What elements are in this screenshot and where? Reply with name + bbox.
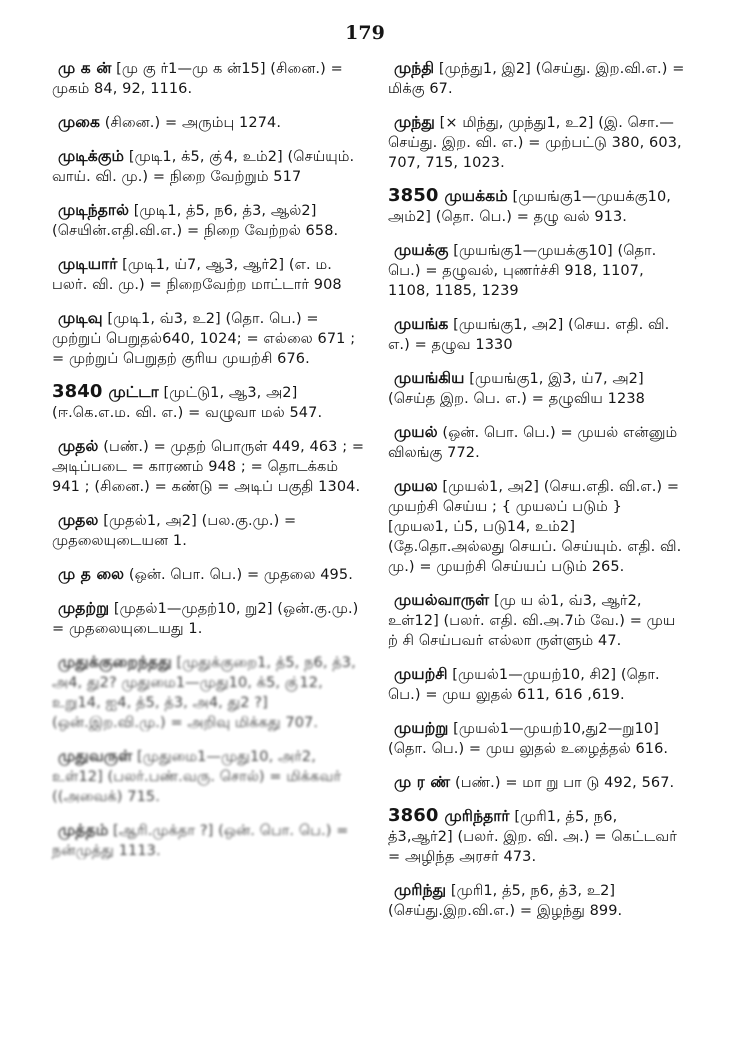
entry-headword: முந்தி (394, 59, 435, 77)
entry-definition: [முயங்கு1, அ2] (செய. எதி. வி. எ.) = தழுவ 1330 (388, 317, 670, 353)
dictionary-entry (388, 422, 686, 463)
entry-headword: முடிந்தால் (58, 201, 130, 219)
entry-headword: மு ர ண் (394, 773, 451, 791)
entry-definition: [முரி1, த்5, ந6, த்3, உ2] (செய்து.இற.வி.எ.) = இழந்து 899. (388, 883, 623, 919)
dictionary-entry (52, 254, 370, 295)
entry-headword: முயற்று (394, 719, 449, 737)
entry-headword: முயங்கிய (394, 369, 465, 387)
entry-definition: [மு ய ல்1, வ்3, ஆர்2, உள்12] (பலர். எதி. வி.அ.7ம் வே.) = முய ற் சி செய்பவர் எல்லா ருள்ளும் 47. (388, 593, 676, 649)
entry-definition: (ஒன். பொ. பெ.) = முயல் என்னும் விலங்கு 772. (388, 425, 678, 461)
entry-definition: [முயல்1—முயற்10, சி2] (தொ. பெ.) = முய லுதல் 611, 616 ,619. (388, 667, 660, 703)
dictionary-entry (388, 186, 686, 227)
entry-definition: [முயல்1, அ2] (செய.எதி. வி.எ.) = முயற்சி செய்ய ; { முயலப் படும் } [முயல1, ப்5, படு14, உம்2] (தே.தொ.அல்லது செயப். செய்யும். எதி. வி. மு.) = முயற்சி செய்யப் படும் 265. (388, 479, 682, 575)
entry-definition: [× மிந்து, முந்து1, உ2] (இ. சொ.—செய்து. இற. வி. எ.) = முற்பட்டு 380, 603, 707, 715, 1023. (388, 115, 682, 171)
dictionary-entry (388, 240, 686, 301)
entry-definition: [ஆரி.முக்தா ?] (ஒன். பொ. பெ.) = நன்முத்து 1113. (52, 823, 349, 859)
entry-headword: முடிக்கும் (58, 147, 125, 165)
entry-headword: முயற்சி (394, 665, 448, 683)
entry-headword: முயல்வாருள் (394, 591, 490, 609)
entry-headword: முடியார் (58, 255, 118, 273)
entry-definition: [முட்டு1, ஆ3, அ2] (ஈ.கெ.எ.ம. வி. எ.) = வழுவா மல் 547. (52, 385, 323, 421)
entry-definition: [முடி1, க்5, கு்4, உம்2] (செய்யும். வாய். வி. மு.) = நிறை வேற்றும் 517 (52, 149, 355, 185)
entry-headword: முகை (58, 113, 100, 131)
dictionary-entry (52, 200, 370, 241)
dictionary-entry (388, 772, 686, 793)
entry-headword: முதல் (58, 437, 99, 455)
dictionary-entry (388, 314, 686, 355)
entry-definition: [முதுக்குறை1, த்5, ந6, த்3, அ4, து2? முதுமை1—முது10, க்5, கு்12, உறு14, ஐ4, த்5, த்3, அ4, து2 ?] (ஒன்.இற.வி.மு.) = அறிவு மிக்கது 707. (52, 655, 356, 731)
dictionary-entry (52, 652, 370, 733)
dictionary-entry (52, 146, 370, 187)
dictionary-entry (388, 476, 686, 577)
entry-definition: (சினை.) = அரும்பு 1274. (100, 115, 282, 131)
entry-headword: முயல் (394, 423, 438, 441)
entry-headword: முந்து (394, 113, 435, 131)
entry-definition: [முடி1, ய்7, ஆ3, ஆர்2] (எ. ம. பலர். வி. மு.) = நிறைவேற்ற மாட்டார் 908 (52, 257, 342, 293)
entry-headword: மு க ன் (58, 59, 112, 77)
dictionary-entry (388, 58, 686, 99)
entry-definition: [மு கு ர்1—மு க ன்15] (சினை.) = முகம் 84, 92, 1116. (52, 61, 343, 97)
page-number: 179 (345, 22, 385, 44)
dictionary-entry (388, 368, 686, 409)
entry-number: 3860 (388, 805, 439, 826)
entry-headword: முரிந்தார் (444, 807, 510, 825)
entry-headword: முயக்கு (394, 241, 449, 259)
dictionary-entry (52, 58, 370, 99)
left-column (52, 58, 370, 874)
dictionary-entry (52, 564, 370, 585)
entry-headword: முதல (58, 511, 99, 529)
entry-headword: முயல (394, 477, 438, 495)
entry-number: 3850 (388, 185, 439, 206)
entry-definition: [முரி1, த்5, ந6, த்3,ஆர்2] (பலர். இற. வி. அ.) = கெட்டவர் = அழிந்த அரசர் 473. (388, 809, 677, 865)
entry-headword: முயக்கம் (444, 187, 508, 205)
dictionary-entry (52, 112, 370, 133)
dictionary-entry (52, 308, 370, 369)
dictionary-entry (388, 112, 686, 173)
entry-headword: முத்தம் (58, 821, 109, 839)
dictionary-entry (388, 590, 686, 651)
entry-headword: முரிந்து (394, 881, 447, 899)
dictionary-entry (52, 382, 370, 423)
entry-definition: [முயங்கு1—முயக்கு10] (தொ. பெ.) = தழுவல், புணர்ச்சி 918, 1107, 1108, 1185, 1239 (388, 243, 657, 299)
entry-number: 3840 (52, 381, 103, 402)
entry-definition: [முதல்1, அ2] (பல.கு.மு.) = முதலையுடையன 1. (52, 513, 297, 549)
entry-definition: [முதல்1—முதற்10, று2] (ஒன்.கு.மு.) = முதலையுடையது 1. (52, 601, 359, 637)
entry-definition: (ஒன். பொ. பெ.) = முதலை 495. (124, 567, 353, 583)
dictionary-entry (52, 436, 370, 497)
entry-headword: முடிவு (58, 309, 103, 327)
entry-definition: [முந்து1, இ2] (செய்து. இற.வி.எ.) = மிக்கு 67. (388, 61, 685, 97)
entry-definition: [முதுமை1—முது10, அர்2, உள்12] (பலர்.பண்.வரு. சொல்) = மிக்கவர் ((அவைக்) 715. (52, 749, 342, 805)
entry-definition: (பண்.) = மா று பா டு 492, 567. (450, 775, 675, 791)
entry-definition: [முடி1, வ்3, உ2] (தொ. பெ.) = முற்றுப் பெறுதல்640, 1024; = எல்லை 671 ; = முற்றுப் பெறுதற் குரிய முயற்சி 676. (52, 311, 356, 367)
entry-definition: [முயங்கு1, இ3, ய்7, அ2] (செய்த இற. பெ. எ.) = தழுவிய 1238 (388, 371, 645, 407)
entry-headword: முதுக்குறைந்தது (58, 653, 172, 671)
right-column (388, 58, 686, 934)
dictionary-entry (52, 746, 370, 807)
dictionary-entry (388, 718, 686, 759)
dictionary-entry (52, 510, 370, 551)
dictionary-entry (52, 820, 370, 861)
entry-headword: முதுவருள் (58, 747, 133, 765)
dictionary-entry (52, 598, 370, 639)
entry-headword: முட்டா (108, 383, 159, 401)
entry-headword: முயங்க (394, 315, 449, 333)
entry-headword: முதற்று (58, 599, 110, 617)
entry-definition: [முயங்கு1—முயக்கு10, அம்2] (தொ. பெ.) = தழு வல் 913. (388, 189, 672, 225)
entry-definition: [முயல்1—முயற்10,து2—று10] (தொ. பெ.) = முய லுதல் உழைத்தல் 616. (388, 721, 669, 757)
entry-definition: (பண்.) = முதற் பொருள் 449, 463 ; = அடிப்படை = காரணம் 948 ; = தொடக்கம் 941 ; (சினை.) = கண்டு = அடிப் பகுதி 1304. (52, 439, 365, 495)
dictionary-entry (388, 664, 686, 705)
entry-headword: மு த லை (58, 565, 125, 583)
dictionary-entry (388, 806, 686, 867)
entry-definition: [முடி1, த்5, ந6, த்3, ஆல்2] (செயின்.எதி.வி.எ.) = நிறை வேற்றல் 658. (52, 203, 339, 239)
dictionary-entry (388, 880, 686, 921)
